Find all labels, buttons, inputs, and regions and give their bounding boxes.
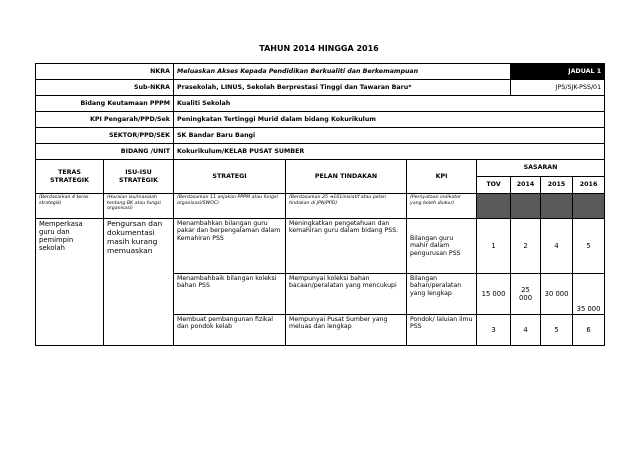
value-tov: 3 [477, 315, 511, 346]
header-sasaran: SASARAN [477, 160, 605, 177]
isu-cell: Pengursan dan dokumentasi masih kurang memuaskan [104, 219, 174, 346]
sektor-row [36, 128, 605, 144]
nkra-row [36, 64, 605, 80]
jadual-badge: JADUAL 1 [511, 64, 605, 80]
strategi-cell: Menambahkan bilangan guru pakar dan berpengalaman dalam Kemahiran PSS [174, 219, 286, 274]
strategi-cell: Membuat pembangunan fizikal dan pondok kelab [174, 315, 286, 346]
subnkra-row [36, 80, 605, 96]
subnkra-value: Prasekolah, LINUS, Sekolah Berprestasi Tinggi dan Tawaran Baru* [174, 80, 511, 96]
hint-isu: (Huraian isu/masalah tentang BK atau fungsi organisasi) [104, 194, 174, 219]
pelan-cell: Mempunyai Pusat Sumber yang meluas dan lengkap [286, 315, 407, 346]
nkra-label: NKRA [36, 64, 174, 80]
hint-row [36, 194, 605, 219]
teras-cell: Memperkasa guru dan pemimpin sekolah [36, 219, 104, 346]
header-isu: ISU-ISU STRATEGIK [104, 160, 174, 194]
shaded-cell [573, 194, 605, 219]
header-pelan: PELAN TINDAKAN [286, 160, 407, 194]
unit-value: Kokurikulum/KELAB PUSAT SUMBER [174, 144, 605, 160]
value-2016: 5 [573, 219, 605, 274]
plan-table [35, 63, 605, 346]
hint-kpi: (Pernyataan indikator yang boleh diukur) [407, 194, 477, 219]
header-year-2014: 2014 [511, 177, 541, 194]
header-strategi: STRATEGI [174, 160, 286, 194]
header-year-2016: 2016 [573, 177, 605, 194]
value-tov: 15 000 [477, 274, 511, 315]
header-kpi: KPI [407, 160, 477, 194]
shaded-cell [477, 194, 511, 219]
unit-label: BIDANG /UNIT [36, 144, 174, 160]
shaded-cell [511, 194, 541, 219]
kpi-value: Peningkatan Tertinggi Murid dalam bidang Kokurikulum [174, 112, 605, 128]
header-year-tov: TOV [477, 177, 511, 194]
pelan-cell: Meningkatkan pengetahuan dan kemahiran guru dalam bidang PSS. [286, 219, 407, 274]
bidang-row [36, 96, 605, 112]
value-2015: 30 000 [541, 274, 573, 315]
value-2014: 2 [511, 219, 541, 274]
bidang-label: Bidang Keutamaan PPPM [36, 96, 174, 112]
value-2015: 5 [541, 315, 573, 346]
strategi-cell: Menambahbaik bilangan koleksi bahan PSS [174, 274, 286, 315]
sektor-label: SEKTOR/PPD/SEK [36, 128, 174, 144]
header-row [36, 160, 605, 177]
value-2015: 4 [541, 219, 573, 274]
kpi-row [36, 112, 605, 128]
header-teras: TERAS STRATEGIK [36, 160, 104, 194]
value-2014: 25 000 [511, 274, 541, 315]
value-tov: 1 [477, 219, 511, 274]
hint-pelan: (Berdasarkan 25 ➔101inisiatif atau pelan tindakan di JPN/PPD) [286, 194, 407, 219]
doc-code: JPS/SJK-PSS/01 [511, 80, 605, 96]
bidang-value: Kualiti Sekolah [174, 96, 605, 112]
value-2016: 35 000 [573, 274, 605, 315]
value-2016: 6 [573, 315, 605, 346]
kpi-cell: Bilangan guru mahir dalam pengurusan PSS [407, 219, 477, 274]
pelan-cell: Mempunyai koleksi bahan bacaan/peralatan yang mencukupi [286, 274, 407, 315]
table-row [36, 219, 605, 274]
subnkra-label: Sub-NKRA [36, 80, 174, 96]
kpi-cell: Pondok/ laluian ilmu PSS [407, 315, 477, 346]
page-title: TAHUN 2014 HINGGA 2016 [259, 44, 379, 53]
nkra-value: Meluaskan Akses Kepada Pendidikan Berkualiti dan Berkemampuan [174, 64, 511, 80]
unit-row [36, 144, 605, 160]
hint-strategi: (Berdasarkan 11 anjakan PPPM atau fungsi organisasi/SWOC) [174, 194, 286, 219]
hint-teras: (Berdasarkan 4 teras strategik) [36, 194, 104, 219]
kpi-cell: Bilangan bahan/peralatan yang lengkap [407, 274, 477, 315]
value-2014: 4 [511, 315, 541, 346]
sektor-value: SK Bandar Baru Bangi [174, 128, 605, 144]
shaded-cell [541, 194, 573, 219]
header-year-2015: 2015 [541, 177, 573, 194]
kpi-label: KPI Pengarah/PPD/Sek [36, 112, 174, 128]
